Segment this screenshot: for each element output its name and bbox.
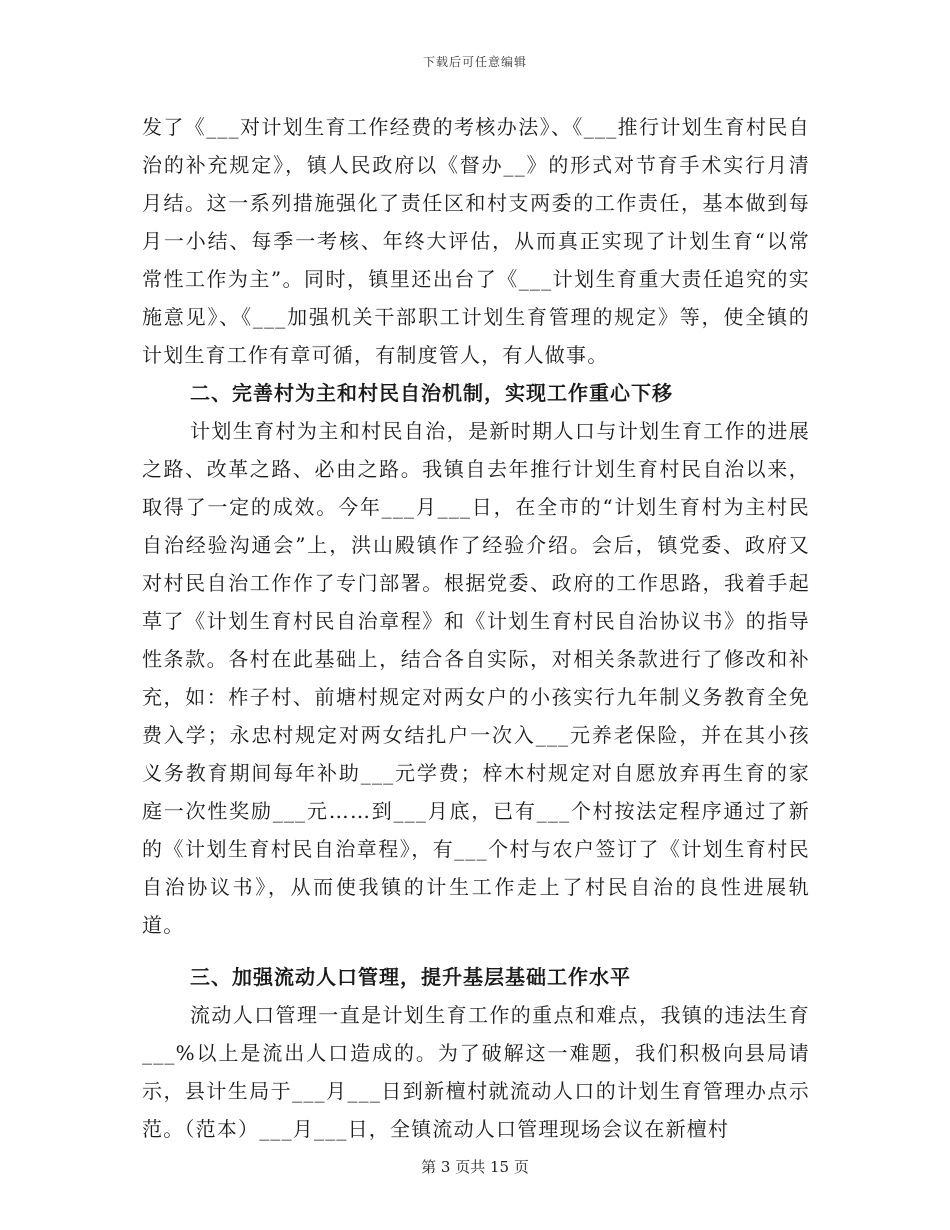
page-header: 下载后可任意编辑 — [422, 55, 527, 69]
paragraph-3: 流动人口管理一直是计划生育工作的重点和难点，我镇的违法生育___%以上是流出人口造成的。为了破解这一难题，我们积极向县局请示，县计生局于___月___日到新檀村就流动人口的计划生育管理办点示范。（范本）___月___日，全镇流动人口管理现场会议在新檀村 — [142, 1003, 810, 1141]
paragraph-2: 计划生育村为主和村民自治，是新时期人口与计划生育工作的进展之路、改革之路、必由之路。我镇自去年推行计划生育村民自治以来，取得了一定的成效。今年___月___日，在全市的“计划生育村为主村民自治经验沟通会”上，洪山殿镇作了经验介绍。会后，镇党委、政府又对村民自治工作作了专门部署。根据党委、政府的工作思路，我着手起草了《计划生育村民自治章程》和《计划生育村民自治协议书》的指导性条款。各村在此基础上，结合各自实际，对相关条款进行了修改和补充，如：柞子村、前塘村规定对两女户的小孩实行九年制义务教育全免费入学；永忠村规定对两女结扎户一次入___元养老保险，并在其小孩义务教育期间每年补助___元学费；梓木村规定对自愿放弃再生育的家庭一次性奖励___元……到___月底，已有___个村按法定程序通过了新的《计划生育村民自治章程》，有___个村与农户签订了《计划生育村民自治协议书》，从而使我镇的计生工作走上了村民自治的良性进展轨道。 — [142, 419, 810, 937]
paragraph-1: 发了《___对计划生育工作经费的考核办法》、《___推行计划生育村民自治的补充规定》，镇人民政府以《督办__》的形式对节育手术实行月清月结。这一系列措施强化了责任区和村支两委的工作责任，基本做到每月一小结、每季一考核、年终大评估，从而真正实现了计划生育“以常常性工作为主”。同时，镇里还出台了《___计划生育重大责任追究的实施意见》、《___加强机关干部职工计划生育管理的规定》等，使全镇的计划生育工作有章可循，有制度管人，有人做事。 — [142, 115, 810, 367]
section-gap — [142, 944, 810, 958]
document-body — [142, 108, 810, 1148]
page-footer: 第 3 页共 15 页 — [421, 1158, 529, 1176]
section-heading-3: 三、加强流动人口管理，提升基层基础工作水平 — [190, 965, 631, 989]
section-heading-2: 二、完善村为主和村民自治机制，实现工作重心下移 — [190, 381, 673, 405]
